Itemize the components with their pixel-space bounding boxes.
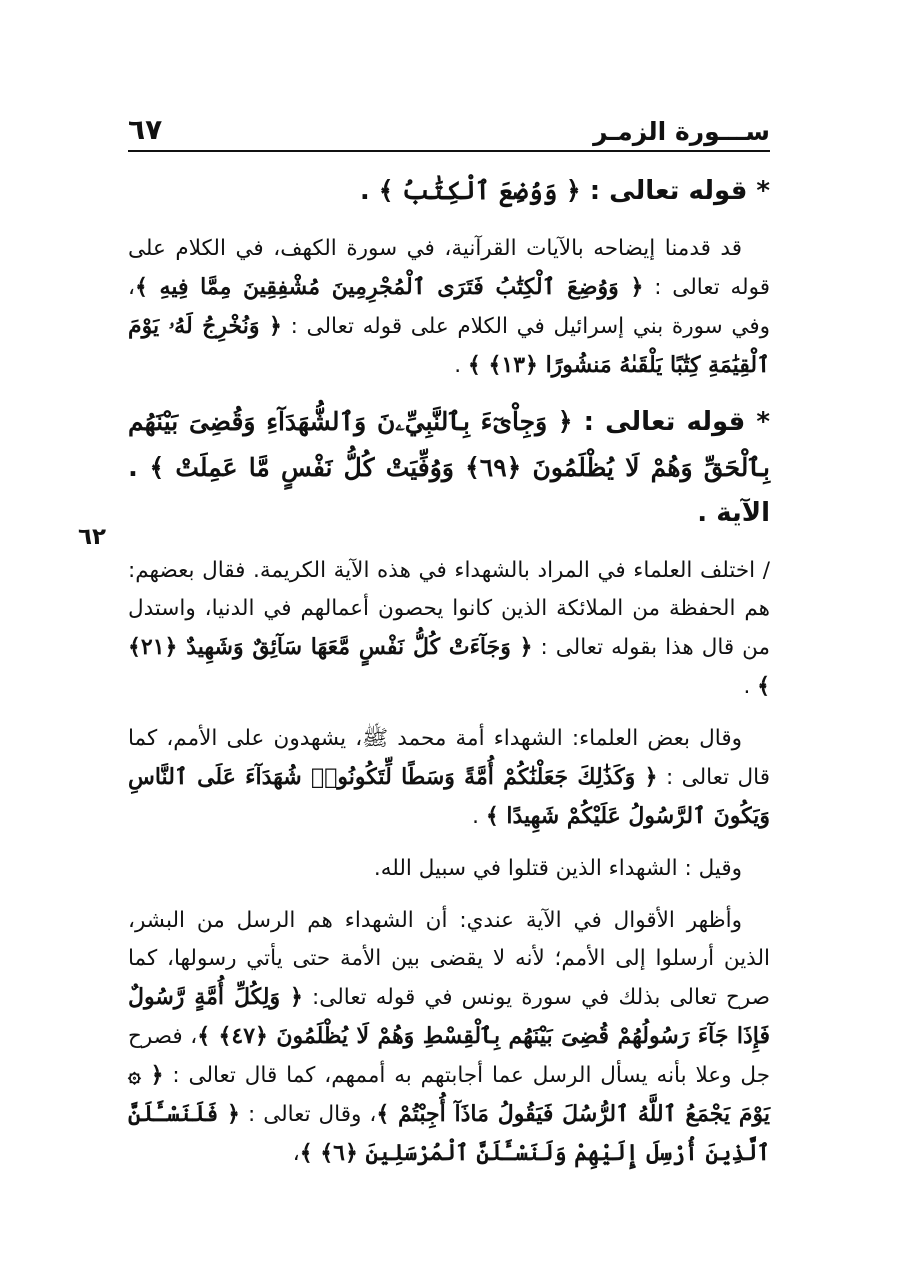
text-run: . (472, 804, 486, 829)
verse-heading (128, 168, 770, 214)
quran-quote: ﴿ فَلَنَسْـَٔلَنَّ ٱلَّذِينَ أُرْسِلَ إِلَيْهِمْ وَلَنَسْـَٔلَنَّ ٱلْمُرْسَلِينَ ﴿٦﴾ ﴾ (128, 1101, 770, 1166)
text-run: . (743, 674, 758, 699)
text-run: وقال بعض العلماء: الشهداء أمة محمد ﷺ، يشهدون على الأمم، كما قال تعالى : (128, 726, 770, 790)
margin-page-reference: ٦٢ (78, 524, 107, 550)
commentary-paragraph (128, 850, 770, 888)
quran-quote: ﴿ وَنُخْرِجُ لَهُۥ يَوْمَ ٱلْقِيَٰمَةِ كِتَٰبًا يَلْقَىٰهُ مَنشُورًا ﴿١٣﴾ ﴾ (128, 313, 770, 378)
page-header (128, 110, 770, 152)
text-run: . (359, 176, 379, 206)
quran-quote: ﴿ وَجَآءَتْ كُلُّ نَفْسٍ مَّعَهَا سَآئِقٌ وَشَهِيدٌ ﴿٢١﴾ ﴾ (128, 634, 770, 699)
text-run: . الآية . (128, 453, 770, 528)
commentary-paragraph (128, 230, 770, 385)
text-run: * قوله تعالى : (580, 176, 770, 206)
text-run: قد قدمنا إيضاحه بالآيات القرآنية، في سورة الكهف، في الكلام على قوله تعالى : (128, 236, 770, 300)
page-number: ٦٧ (128, 113, 163, 146)
commentary-paragraph (128, 552, 770, 706)
text-run: ، (292, 1141, 300, 1166)
text-run: * قوله تعالى : (572, 407, 770, 437)
text-run: / اختلف العلماء في المراد بالشهداء في هذه الآية الكريمة. فقال بعضهم: هم الحفظة من الملائكة الذين كانوا يحصون أعمالهم في الدنيا، واستدل من قال هذا بقوله تعالى : (128, 558, 770, 660)
text-run: . (454, 353, 468, 378)
commentary-paragraph (128, 720, 770, 836)
text-run: ، فصرح جل وعلا بأنه يسأل الرسل عما أجابتهم به أممهم، كما قال تعالى : (128, 1024, 770, 1088)
quran-quote: ﴿ وَوُضِعَ ٱلْكِتَٰبُ ﴾ (378, 176, 581, 205)
commentary-paragraph (128, 902, 770, 1173)
quran-quote: ﴿ وَوُضِعَ ٱلْكِتَٰبُ فَتَرَى ٱلْمُجْرِمِينَ مُشْفِقِينَ مِمَّا فِيهِ ﴾ (134, 274, 644, 300)
quran-quote: ﴿ وَجِاْىٓءَ بِٱلنَّبِيِّۦنَ وَٱلشُّهَدَآءِ وَقُضِىَ بَيْنَهُم بِٱلْحَقِّ وَهُمْ لَا يُظْلَمُونَ ﴿٦٩﴾ وَوُفِّيَتْ كُلُّ نَفْسٍ مَّا عَمِلَتْ ﴾ (128, 407, 770, 482)
quran-quote: ﴿ ۞ يَوْمَ يَجْمَعُ ٱللَّهُ ٱلرُّسُلَ فَيَقُولُ مَاذَآ أُجِبْتُمْ ﴾ (128, 1062, 771, 1127)
text-run: ، وقال تعالى : (239, 1102, 377, 1127)
page-body (128, 168, 770, 1187)
verse-heading (128, 399, 770, 536)
text-run: ، وفي سورة بني إسرائيل في الكلام على قوله تعالى : (128, 275, 770, 339)
running-title: ســـورة الزمـر (593, 117, 770, 146)
quran-quote: ﴿ وَلِكُلِّ أُمَّةٍ رَّسُولٌ فَإِذَا جَآءَ رَسُولُهُمْ قُضِىَ بَيْنَهُم بِٱلْقِسْطِ وَهُمْ لَا يُظْلَمُونَ ﴿٤٧﴾ ﴾ (128, 984, 770, 1049)
text-run: وقيل : الشهداء الذين قتلوا في سبيل الله. (373, 856, 742, 881)
quran-quote: ﴿ وَكَذَٰلِكَ جَعَلْنَٰكُمْ أُمَّةً وَسَطًا لِّتَكُونُوا۟ شُهَدَآءَ عَلَى ٱلنَّاسِ وَيَكُونَ ٱلرَّسُولُ عَلَيْكُمْ شَهِيدًا ﴾ (128, 764, 770, 829)
text-run: وأظهر الأقوال في الآية عندي: أن الشهداء هم الرسل من البشر، الذين أرسلوا إلى الأمم؛ لأنه لا يقضى بين الأمة حتى يأتي رسولها، كما صرح تعالى بذلك في سورة يونس في قوله تعالى: (128, 908, 770, 1010)
